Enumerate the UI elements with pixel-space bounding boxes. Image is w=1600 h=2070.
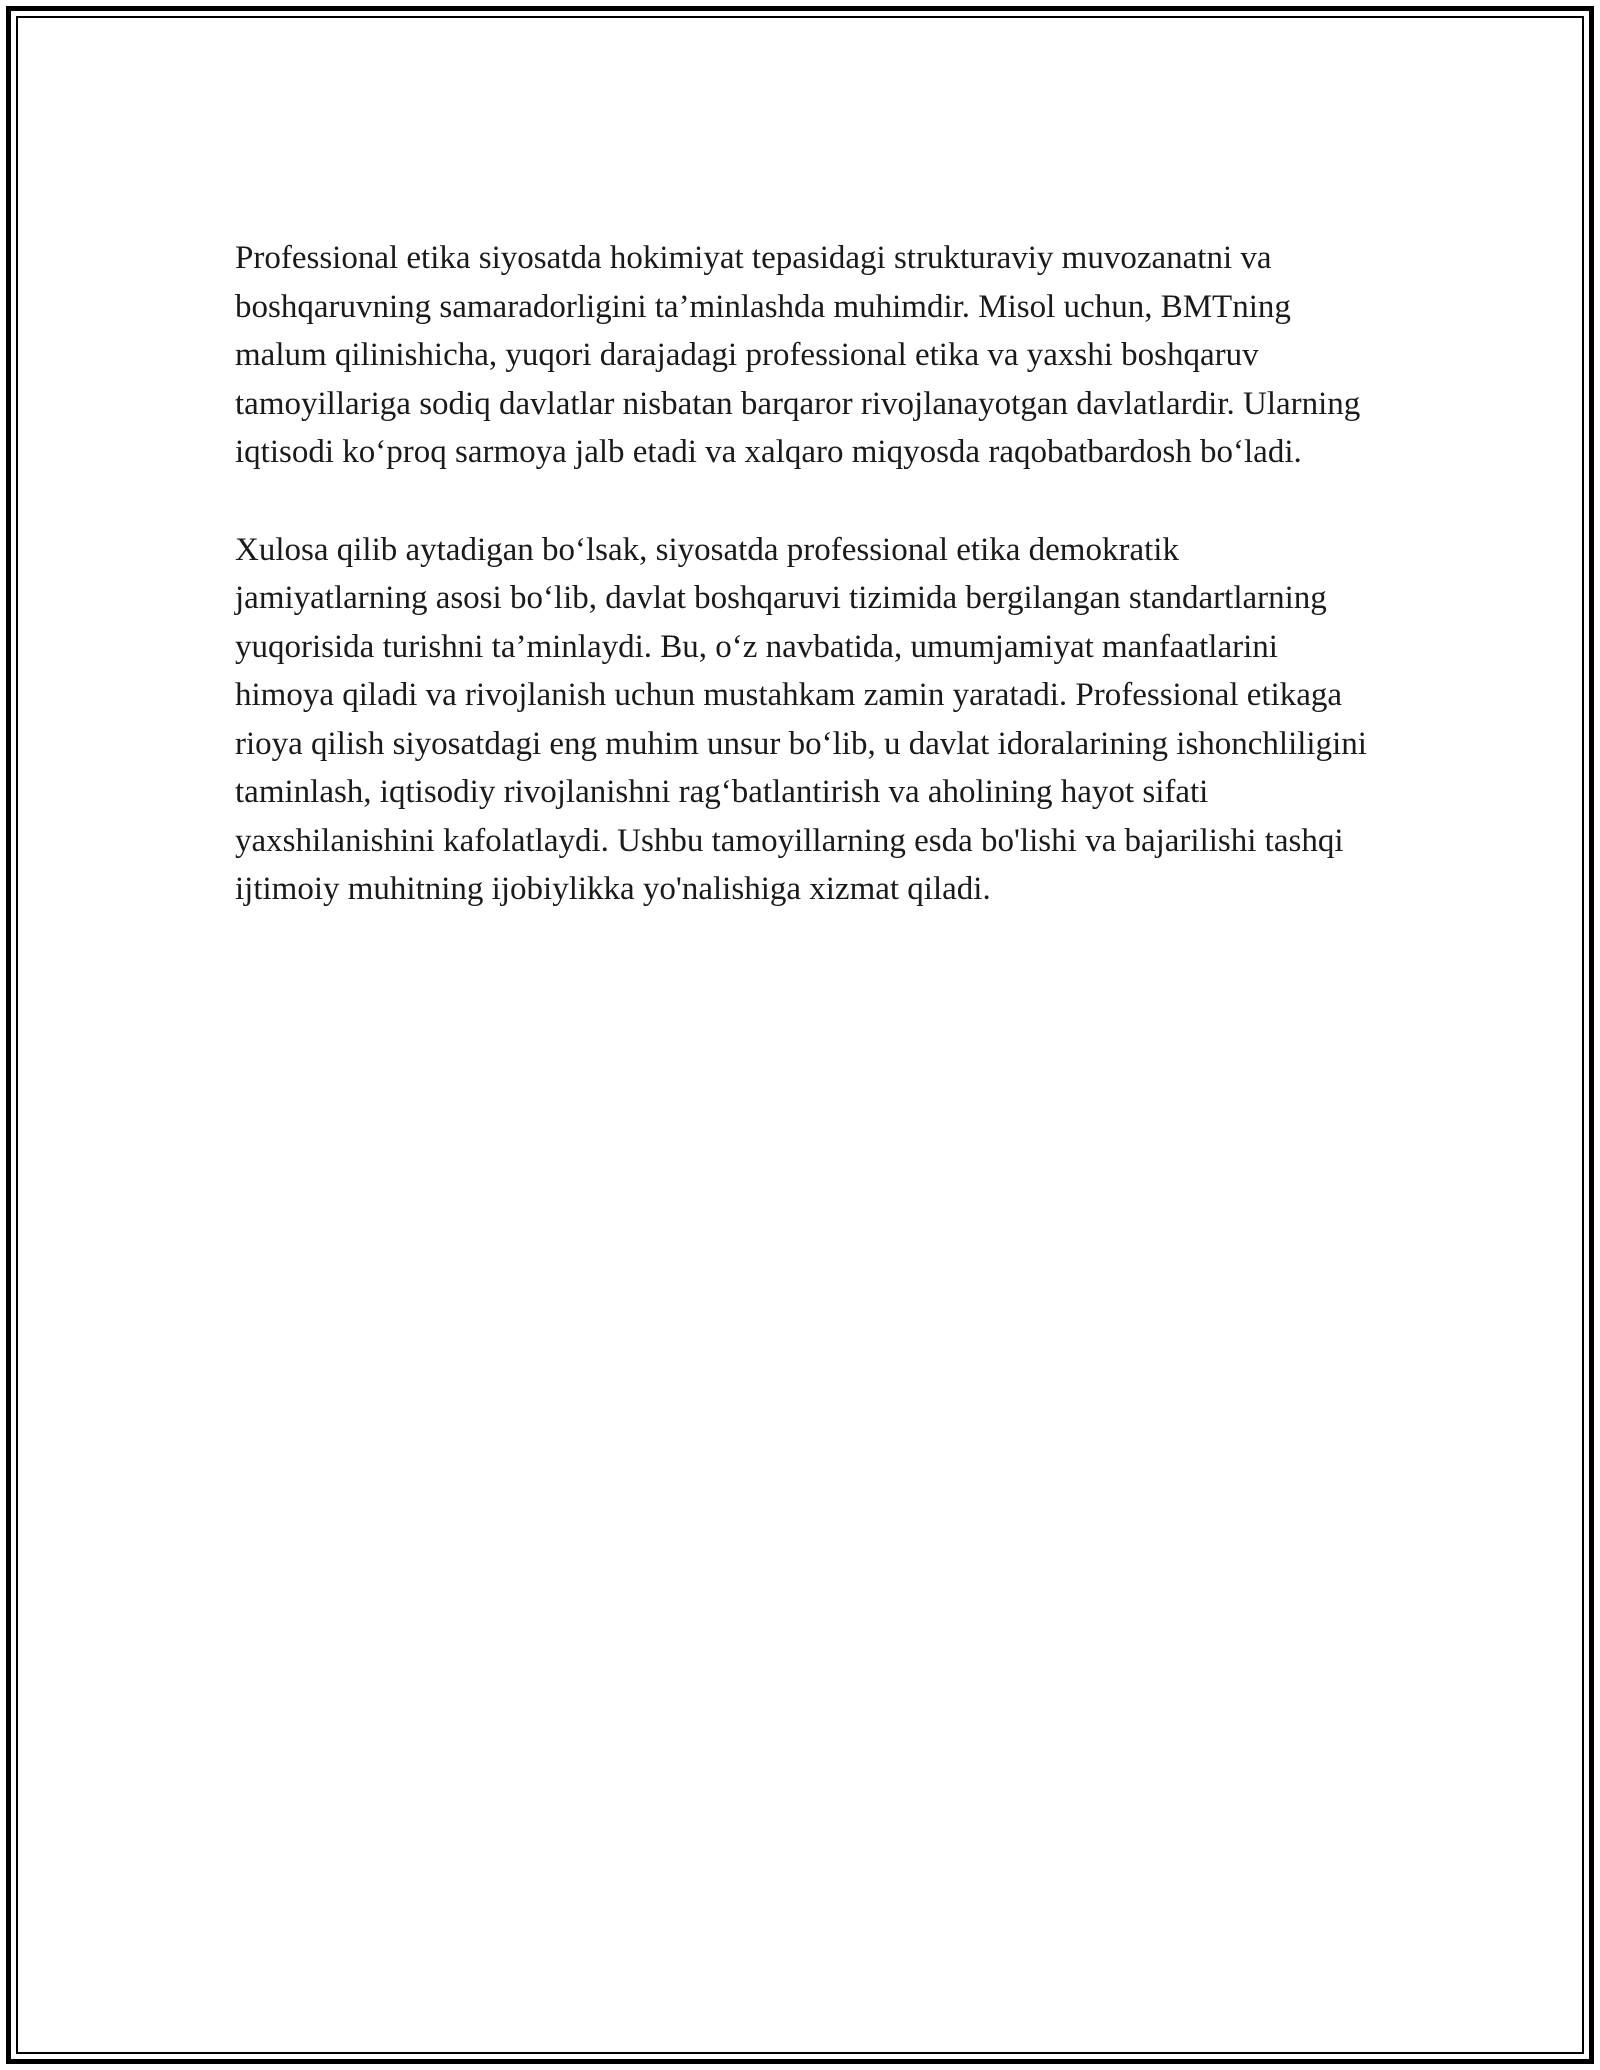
paragraph-2: Xulosa qilib aytadigan bo‘lsak, siyosatda professional etika demokratik jamiyatlarning asosi bo‘lib, davlat boshqaruvi tizimida bergilangan standartlarning yuqorisida turishni ta’minlaydi. Bu, o‘z navbatida, umumjamiyat manfaatlarini himoya qiladi va rivojlanish uchun mustahkam zamin yaratadi. Professional etikaga rioya qilish siyosatdagi eng muhim unsur bo‘lib, u davlat idoralarining ishonchliligini taminlash, iqtisodiy rivojlanishni rag‘batlantirish va aholining hayot sifati yaxshilanishini kafolatlaydi. Ushbu tamoyillarning esda bo'lishi va bajarilishi tashqi ijtimoiy muhitning ijobiylikka yo'nalishiga xizmat qiladi. — [235, 531, 1367, 907]
paragraph-1: Professional etika siyosatda hokimiyat tepasidagi strukturaviy muvozanatni va boshqaruvning samaradorligini ta’minlashda muhimdir. Misol uchun, BMTning malum qilinishicha, yuqori darajadagi professional etika va yaxshi boshqaruv tamoyillariga sodiq davlatlar nisbatan barqaror rivojlanayotgan davlatlardir. Ularning iqtisodi ko‘proq sarmoya jalb etadi va xalqaro miqyosda raqobatbardosh bo‘ladi. — [235, 240, 1361, 470]
document-body — [235, 234, 1375, 914]
